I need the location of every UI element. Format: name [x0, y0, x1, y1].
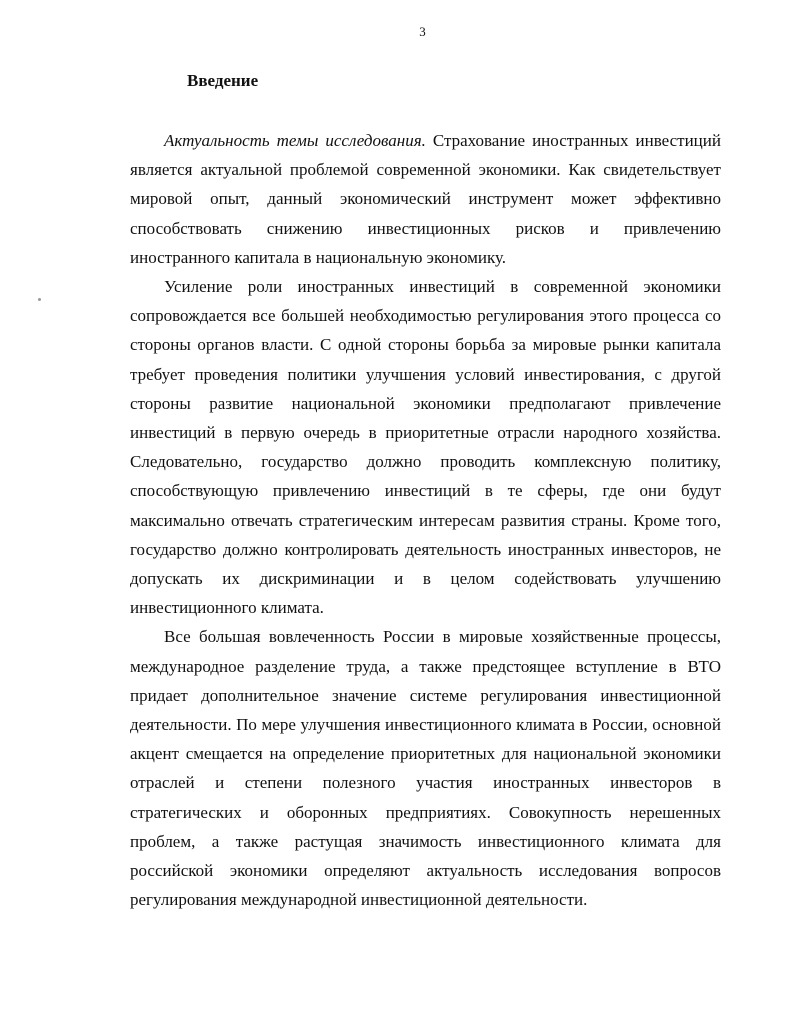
paragraph-relevance: [130, 126, 721, 272]
paragraph-text: Страхование иностранных инвестиций является актуальной проблемой современной экономики. Как свидетельствует мировой опыт, данный экономический инструмент может эффективно способствовать снижению инвестиционных рисков и привлечению иностранного капитала в национальную экономику.: [130, 131, 721, 267]
page-number: 3: [419, 24, 426, 39]
paragraph-foreign-investment-role: Усиление роли иностранных инвестиций в современной экономики сопровождается все большей необходимостью регулирования этого процесса со стороны органов власти. С одной стороны борьба за мировые рынки капитала требует проведения политики улучшения условий инвестирования, с другой стороны развитие национальной экономики предполагают привлечение инвестиций в первую очередь в приоритетные отрасли народного хозяйства. Следовательно, государство должно проводить комплексную политику, способствующую привлечению инвестиций в те сферы, где они будут максимально отвечать стратегическим интересам развития страны. Кроме того, государство должно контролировать деятельность иностранных инвесторов, не допускать их дискриминации и в целом содействовать улучшению инвестиционного климата.: [130, 277, 721, 618]
paragraph-russia-involvement: Все большая вовлеченность России в мировые хозяйственные процессы, международное разделение труда, а также предстоящее вступление в ВТО придает дополнительное значение системе регулирования инвестиционной деятельности. По мере улучшения инвестиционного климата в России, основной акцент смещается на определение приоритетных для национальной экономики отраслей и степени полезного участия иностранных инвесторов в стратегических и оборонных предприятиях. Совокупность нерешенных проблем, а также растущая значимость инвестиционного климата для российской экономики определяют актуальность исследования вопросов регулирования международной инвестиционной деятельности.: [130, 627, 721, 910]
paragraph-lead-italic: Актуальность темы исследования.: [164, 131, 426, 150]
body-text: [130, 126, 721, 914]
section-heading: Введение: [187, 71, 259, 90]
margin-mark: [38, 298, 41, 301]
